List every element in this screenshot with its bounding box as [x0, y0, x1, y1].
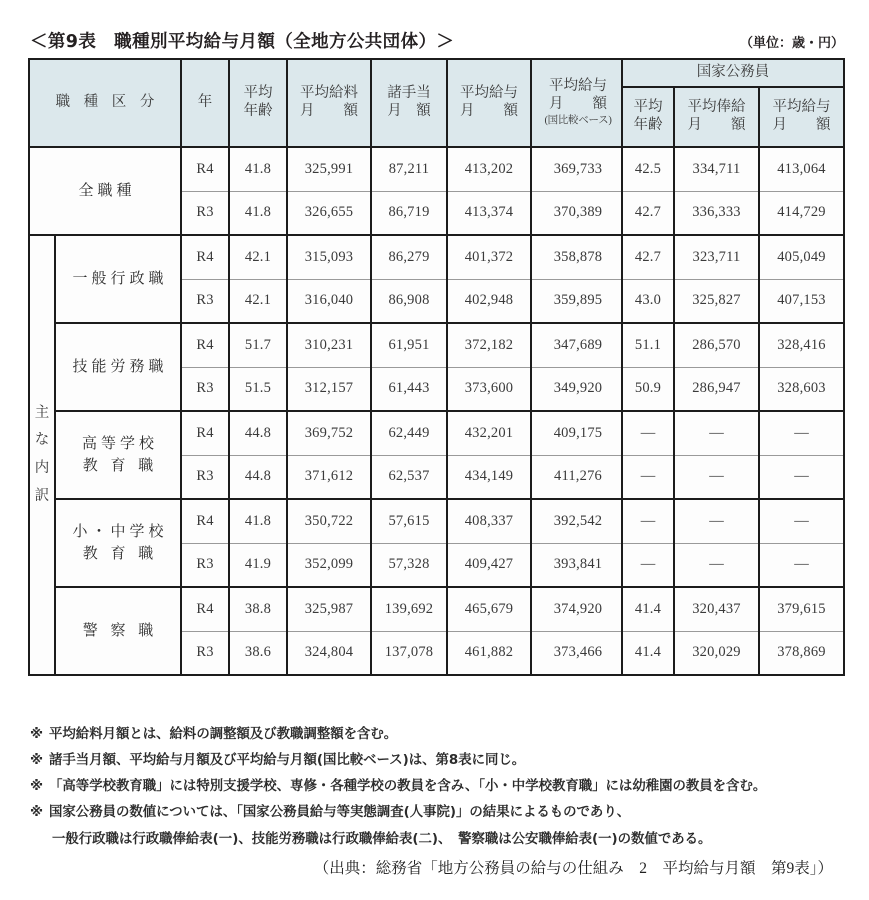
allowances-cell: 62,449: [371, 411, 447, 455]
header-allowances-line1: 諸手当: [387, 85, 431, 102]
category-line1: 警 察 職: [82, 621, 158, 640]
year-cell: R3: [181, 631, 229, 675]
avg-pay-natl-cell: 369,733: [531, 147, 625, 191]
note-mark-icon: ※: [30, 727, 44, 742]
category-cell-police: [55, 587, 181, 675]
natl-avg-pay-cell: —: [759, 455, 844, 499]
natl-avg-base-cell: 336,333: [674, 191, 759, 235]
natl-avg-base-cell: 323,711: [674, 235, 759, 279]
note-item: [30, 748, 860, 774]
category-label: [56, 521, 180, 565]
avg-pay-cell: 373,600: [447, 367, 531, 411]
table-header-row: [29, 59, 625, 147]
header-national-civil-servant: 国家公務員: [622, 59, 844, 87]
natl-avg-pay-cell: 379,615: [759, 587, 844, 631]
avg-age-cell: 44.8: [229, 411, 287, 455]
header-avg-pay-natl-line1: 平均給与: [549, 78, 607, 95]
natl-avg-pay-cell: 378,869: [759, 631, 844, 675]
allowances-cell: 139,692: [371, 587, 447, 631]
avg-pay-cell: 434,149: [447, 455, 531, 499]
avg-pay-cell: 461,882: [447, 631, 531, 675]
natl-avg-age-cell: 50.9: [622, 367, 674, 411]
table-row: [29, 147, 625, 191]
avg-age-cell: 41.8: [229, 499, 287, 543]
natl-avg-age-cell: 51.1: [622, 323, 674, 367]
source-citation: （出典：総務省「地方公務員の給与の仕組み 2 平均給与月額 第9表」）: [313, 860, 833, 877]
avg-age-cell: 44.8: [229, 455, 287, 499]
header-allowances-line2: 月 額: [387, 103, 431, 119]
header-natl-avg-base-line2: 月 額: [687, 117, 746, 133]
header-natl-avg-age-line1: 平均: [633, 99, 663, 116]
header-year: [181, 59, 229, 147]
category-cell-general-admin: [55, 235, 181, 323]
vertical-label-char: 主: [34, 404, 50, 421]
year-cell: R3: [181, 543, 229, 587]
table-row: [622, 279, 844, 323]
category-label: [56, 620, 180, 642]
allowances-cell: 57,328: [371, 543, 447, 587]
header-avg-salary-line2: 月 額: [300, 103, 358, 119]
category-cell-all-occupations: [29, 147, 181, 235]
avg-salary-cell: 316,040: [287, 279, 371, 323]
natl-avg-pay-cell: 328,603: [759, 367, 844, 411]
header-category-label: 職 種 区 分: [55, 94, 160, 111]
category-line1: 一般行政職: [72, 269, 168, 288]
header-avg-salary-line1: 平均給料: [300, 85, 358, 102]
table-header-row: [622, 87, 844, 147]
avg-salary-cell: 324,804: [287, 631, 371, 675]
vertical-label-main-breakdown: [29, 235, 55, 675]
allowances-cell: 86,908: [371, 279, 447, 323]
vertical-label-char: 訳: [34, 487, 50, 504]
table-row: [29, 323, 625, 367]
allowances-cell: 86,279: [371, 235, 447, 279]
year-cell: R4: [181, 499, 229, 543]
header-avg-salary: [287, 59, 371, 147]
natl-avg-age-cell: —: [622, 455, 674, 499]
avg-pay-cell: 413,202: [447, 147, 531, 191]
natl-avg-pay-cell: —: [759, 499, 844, 543]
table-row: [622, 367, 844, 411]
national-civil-servant-table: [621, 58, 845, 676]
avg-pay-natl-cell: 373,466: [531, 631, 625, 675]
allowances-cell: 137,078: [371, 631, 447, 675]
natl-avg-age-cell: 41.4: [622, 631, 674, 675]
unit-note: （単位：歳・円）: [739, 36, 844, 51]
natl-avg-age-cell: 43.0: [622, 279, 674, 323]
header-avg-pay-national-base: [531, 59, 625, 147]
vertical-label-char: な: [34, 432, 50, 449]
avg-salary-cell: 371,612: [287, 455, 371, 499]
allowances-cell: 62,537: [371, 455, 447, 499]
natl-avg-pay-cell: —: [759, 411, 844, 455]
header-natl-avg-pay-line1: 平均給与: [772, 99, 831, 116]
natl-avg-base-cell: —: [674, 411, 759, 455]
table-row: [622, 543, 844, 587]
natl-avg-base-cell: 286,947: [674, 367, 759, 411]
avg-pay-natl-cell: 349,920: [531, 367, 625, 411]
note-mark-icon: ※: [30, 779, 44, 795]
avg-age-cell: 51.5: [229, 367, 287, 411]
year-cell: R3: [181, 455, 229, 499]
natl-avg-age-cell: 42.7: [622, 191, 674, 235]
page-title: ＜第9表 職種別平均給与月額（全地方公共団体）＞: [30, 32, 455, 52]
table-row: [622, 191, 844, 235]
vertical-label-char: 内: [34, 460, 50, 476]
avg-pay-natl-cell: 370,389: [531, 191, 625, 235]
natl-avg-pay-cell: 405,049: [759, 235, 844, 279]
category-line1: 技能労務職: [72, 357, 168, 376]
avg-pay-natl-cell: 392,542: [531, 499, 625, 543]
table-row: [622, 147, 844, 191]
note-continuation: 一般行政職は行政職俸給表(一)、技能労務職は行政職俸給表(二)、 警察職は公安職俸給表(一)の数値である。: [52, 831, 712, 847]
avg-age-cell: 41.8: [229, 191, 287, 235]
allowances-cell: 61,951: [371, 323, 447, 367]
avg-salary-cell: 352,099: [287, 543, 371, 587]
avg-age-cell: 42.1: [229, 279, 287, 323]
avg-pay-cell: 372,182: [447, 323, 531, 367]
year-cell: R4: [181, 235, 229, 279]
category-line2: 教 育 職: [82, 456, 158, 474]
category-cell-skilled-labor: [55, 323, 181, 411]
allowances-cell: 86,719: [371, 191, 447, 235]
avg-salary-cell: 312,157: [287, 367, 371, 411]
table-row: [29, 235, 625, 279]
year-cell: R3: [181, 279, 229, 323]
category-label: [56, 356, 180, 378]
avg-pay-cell: 413,374: [447, 191, 531, 235]
natl-avg-age-cell: —: [622, 411, 674, 455]
avg-pay-cell: 402,948: [447, 279, 531, 323]
avg-age-cell: 38.8: [229, 587, 287, 631]
natl-avg-pay-cell: —: [759, 543, 844, 587]
year-cell: R4: [181, 147, 229, 191]
table-row: [622, 323, 844, 367]
natl-avg-age-cell: —: [622, 499, 674, 543]
local-government-table: [28, 58, 626, 676]
note-mark-icon: ※: [30, 805, 44, 821]
category-label: [30, 180, 180, 202]
avg-pay-cell: 409,427: [447, 543, 531, 587]
table-row: [622, 499, 844, 543]
header-avg-pay: [447, 59, 531, 147]
avg-age-cell: 51.7: [229, 323, 287, 367]
header-natl-avg-pay: [759, 87, 844, 147]
natl-avg-pay-cell: 407,153: [759, 279, 844, 323]
avg-pay-natl-cell: 411,276: [531, 455, 625, 499]
avg-pay-natl-cell: 409,175: [531, 411, 625, 455]
avg-salary-cell: 369,752: [287, 411, 371, 455]
natl-avg-base-cell: 320,437: [674, 587, 759, 631]
natl-avg-age-cell: 42.7: [622, 235, 674, 279]
avg-pay-natl-cell: 374,920: [531, 587, 625, 631]
year-cell: R3: [181, 367, 229, 411]
avg-pay-natl-cell: 358,878: [531, 235, 625, 279]
year-cell: R4: [181, 411, 229, 455]
category-line1: 高等学校: [81, 434, 158, 453]
header-natl-avg-pay-line2: 月 額: [772, 117, 831, 133]
avg-pay-natl-cell: 359,895: [531, 279, 625, 323]
note-text: 国家公務員の数値については、「国家公務員給与等実態調査(人事院)」の結果によるものであり、: [49, 805, 631, 821]
avg-salary-cell: 325,987: [287, 587, 371, 631]
header-natl-avg-age-line2: 年齢: [633, 117, 663, 133]
table-row: [29, 587, 625, 631]
group-header-row: [622, 59, 844, 87]
header-avg-pay-line2: 月 額: [460, 103, 518, 119]
avg-age-cell: 41.9: [229, 543, 287, 587]
natl-avg-age-cell: 41.4: [622, 587, 674, 631]
header-avg-age-line2: 年齢: [243, 103, 273, 119]
avg-pay-natl-cell: 393,841: [531, 543, 625, 587]
natl-avg-base-cell: —: [674, 455, 759, 499]
note-mark-icon: ※: [30, 753, 44, 769]
avg-pay-cell: 432,201: [447, 411, 531, 455]
header-category: [29, 59, 181, 147]
table-row: [622, 235, 844, 279]
title-row: [0, 28, 869, 54]
year-cell: R4: [181, 587, 229, 631]
table-row: [622, 631, 844, 675]
category-cell-elementary-junior-education: [55, 499, 181, 587]
avg-age-cell: 38.6: [229, 631, 287, 675]
natl-avg-base-cell: —: [674, 499, 759, 543]
natl-avg-pay-cell: 414,729: [759, 191, 844, 235]
header-avg-pay-natl-sub: (国比較ベース): [544, 114, 612, 126]
table-row: [622, 455, 844, 499]
header-natl-avg-base-salary: [674, 87, 759, 147]
year-cell: R4: [181, 323, 229, 367]
header-avg-age-line1: 平均: [243, 85, 273, 102]
avg-salary-cell: 315,093: [287, 235, 371, 279]
natl-avg-age-cell: 42.5: [622, 147, 674, 191]
note-text: 平均給料月額とは、給料の調整額及び教職調整額を含む。: [49, 727, 398, 742]
note-item: [30, 722, 860, 748]
header-avg-pay-natl-line2: 月 額: [549, 96, 607, 113]
table-row: [622, 587, 844, 631]
allowances-cell: 87,211: [371, 147, 447, 191]
header-year-label: 年: [197, 94, 213, 111]
avg-salary-cell: 310,231: [287, 323, 371, 367]
header-natl-avg-age: [622, 87, 674, 147]
category-label: [56, 433, 180, 477]
avg-age-cell: 41.8: [229, 147, 287, 191]
natl-avg-pay-cell: 413,064: [759, 147, 844, 191]
header-avg-pay-line1: 平均給与: [460, 85, 518, 102]
year-cell: R3: [181, 191, 229, 235]
category-line1: 小・中学校: [72, 522, 168, 541]
avg-pay-cell: 408,337: [447, 499, 531, 543]
avg-pay-natl-cell: 347,689: [531, 323, 625, 367]
avg-age-cell: 42.1: [229, 235, 287, 279]
note-text: 「高等学校教育職」には特別支援学校、専修・各種学校の教員を含み、「小・中学校教育職」には幼稚園の教員を含む。: [49, 779, 767, 795]
natl-avg-base-cell: 325,827: [674, 279, 759, 323]
table-row: [29, 411, 625, 455]
header-natl-avg-base-line1: 平均俸給: [687, 99, 746, 116]
category-cell-high-school-education: [55, 411, 181, 499]
natl-avg-base-cell: 334,711: [674, 147, 759, 191]
category-label: [56, 268, 180, 290]
note-item: [30, 774, 860, 800]
header-allowances: [371, 59, 447, 147]
table-row: [29, 499, 625, 543]
avg-salary-cell: 325,991: [287, 147, 371, 191]
table-row: [622, 411, 844, 455]
avg-pay-cell: 401,372: [447, 235, 531, 279]
allowances-cell: 61,443: [371, 367, 447, 411]
natl-avg-base-cell: —: [674, 543, 759, 587]
natl-avg-base-cell: 286,570: [674, 323, 759, 367]
note-item: [30, 800, 860, 826]
allowances-cell: 57,615: [371, 499, 447, 543]
natl-avg-base-cell: 320,029: [674, 631, 759, 675]
natl-avg-pay-cell: 328,416: [759, 323, 844, 367]
avg-pay-cell: 465,679: [447, 587, 531, 631]
avg-salary-cell: 350,722: [287, 499, 371, 543]
category-line1: 全職種: [78, 181, 136, 200]
category-line2: 教 育 職: [82, 544, 158, 562]
notes-block: [30, 722, 860, 853]
natl-avg-age-cell: —: [622, 543, 674, 587]
avg-salary-cell: 326,655: [287, 191, 371, 235]
header-avg-age: [229, 59, 287, 147]
note-text: 諸手当月額、平均給与月額及び平均給与月額(国比較ベース)は、第8表に同じ。: [49, 753, 526, 769]
